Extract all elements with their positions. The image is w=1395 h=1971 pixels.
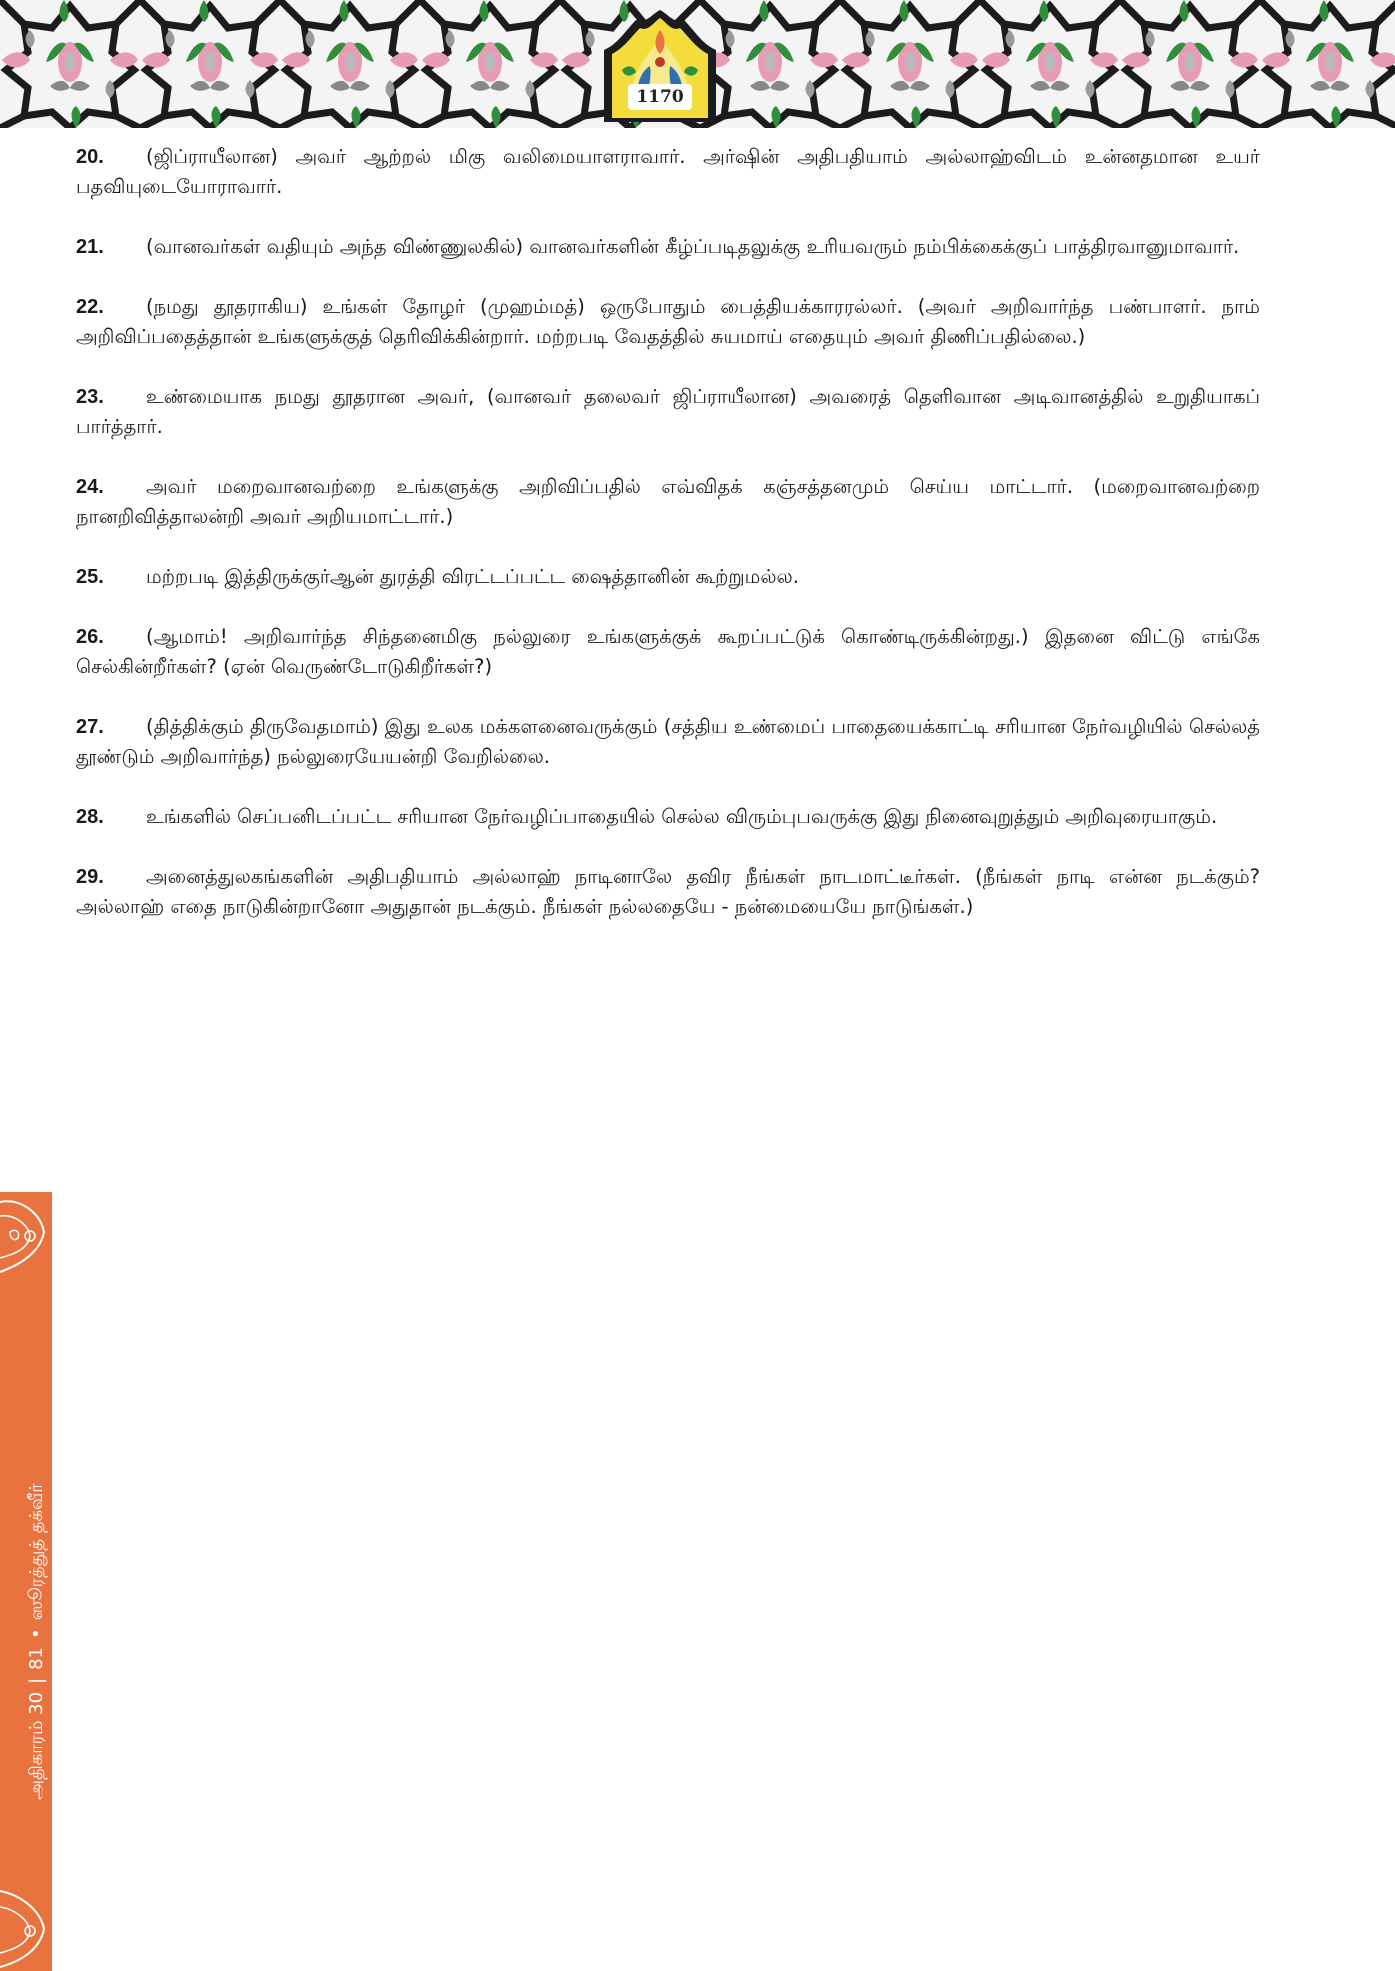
verse-text: மற்றபடி இத்திருக்குர்ஆன் துரத்தி விரட்டப்பட்ட ஷைத்தானின் கூற்றுமல்ல. bbox=[146, 565, 799, 588]
verse bbox=[76, 622, 1260, 682]
verse-text: உங்களில் செப்பனிடப்பட்ட சரியான நேர்வழிப்பாதையில் செல்ல விரும்புபவருக்கு இது நினைவுறுத்தும் அறிவுரையாகும். bbox=[146, 805, 1218, 828]
verse bbox=[76, 472, 1260, 532]
ornamental-header bbox=[0, 0, 1395, 128]
flourish-ornament-icon bbox=[0, 1192, 52, 1282]
page-number: 1170 bbox=[628, 84, 692, 110]
verse-text: அவர் மறைவானவற்றை உங்களுக்கு அறிவிப்பதில் எவ்விதக் கஞ்சத்தனமும் செய்ய மாட்டார். (மறைவானவற்றை நானறிவித்தாலன்றி அவர் அறியமாட்டார்.) bbox=[76, 475, 1260, 528]
verse-number: 29. bbox=[76, 866, 104, 888]
verse-number: 21. bbox=[76, 236, 104, 258]
verse-number: 23. bbox=[76, 386, 104, 408]
verse bbox=[76, 562, 1260, 592]
verse-number: 24. bbox=[76, 476, 104, 498]
flourish-ornament-icon bbox=[0, 1881, 52, 1971]
verse-text: (நமது தூதராகிய) உங்கள் தோழர் (முஹம்மத்) ஒருபோதும் பைத்தியக்காரரல்லர். (அவர் அறிவார்ந்த பண்பாளர். நாம் அறிவிப்பதைத்தான் உங்களுக்குத் தெரிவிக்கின்றார். மற்றபடி வேதத்தில் சுயமாய் எதையும் அவர் திணிப்பதில்லை.) bbox=[76, 295, 1260, 348]
verse-text: அனைத்துலகங்களின் அதிபதியாம் அல்லாஹ் நாடினாலே தவிர நீங்கள் நாடமாட்டீர்கள். (நீங்கள் நாடி என்ன நடக்கும்? அல்லாஹ் எதை நாடுகின்றானோ அதுதான் நடக்கும். நீங்கள் நல்லதையே - நன்மையையே நாடுங்கள்.) bbox=[76, 865, 1260, 918]
verse-number: 27. bbox=[76, 716, 104, 738]
caption-separator: • bbox=[26, 1628, 47, 1639]
caption-surah-number: 81 bbox=[26, 1646, 47, 1670]
verse bbox=[76, 292, 1260, 352]
chapter-side-caption bbox=[26, 1483, 48, 1800]
caption-surah-name: ஸூரத்துத் தக்வீர் bbox=[26, 1483, 47, 1621]
verse-number: 26. bbox=[76, 626, 104, 648]
verse bbox=[76, 712, 1260, 772]
verse-number: 25. bbox=[76, 566, 104, 588]
verse-list bbox=[76, 142, 1260, 952]
verse-text: உண்மையாக நமது தூதரான அவர், (வானவர் தலைவர் ஜிப்ராயீலான) அவரைத் தெளிவான அடிவானத்தில் உறுதியாகப் பார்த்தார். bbox=[76, 385, 1260, 438]
caption-separator: | bbox=[26, 1677, 47, 1684]
verse-number: 28. bbox=[76, 806, 104, 828]
verse bbox=[76, 142, 1260, 202]
verse-text: (ஆமாம்! அறிவார்ந்த சிந்தனைமிகு நல்லுரை உங்களுக்குக் கூறப்பட்டுக் கொண்டிருக்கின்றது.) இதனை விட்டு எங்கே செல்கின்றீர்கள்? (ஏன் வெருண்டோடுகிறீர்கள்?) bbox=[76, 625, 1260, 678]
verse bbox=[76, 802, 1260, 832]
verse bbox=[76, 382, 1260, 442]
caption-chapter: அதிகாரம் 30 bbox=[26, 1691, 47, 1800]
verse-text: (தித்திக்கும் திருவேதமாம்) இது உலக மக்களனைவருக்கும் (சத்திய உண்மைப் பாதையைக்காட்டி சரியான நேர்வழியில் செல்லத் தூண்டும் அறிவார்ந்த) நல்லுரையேயன்றி வேறில்லை. bbox=[76, 715, 1260, 768]
verse-text: (ஜிப்ராயீலான) அவர் ஆற்றல் மிகு வலிமையாளராவார். அர்ஷின் அதிபதியாம் அல்லாஹ்விடம் உன்னதமான உயர் பதவியுடையோராவார். bbox=[76, 145, 1260, 198]
verse-text: (வானவர்கள் வதியும் அந்த விண்ணுலகில்) வானவர்களின் கீழ்ப்படிதலுக்கு உரியவரும் நம்பிக்கைக்குப் பாத்திரவானுமாவார். bbox=[146, 235, 1240, 258]
verse-number: 22. bbox=[76, 296, 104, 318]
verse-number: 20. bbox=[76, 146, 104, 168]
verse bbox=[76, 862, 1260, 922]
verse bbox=[76, 232, 1260, 262]
